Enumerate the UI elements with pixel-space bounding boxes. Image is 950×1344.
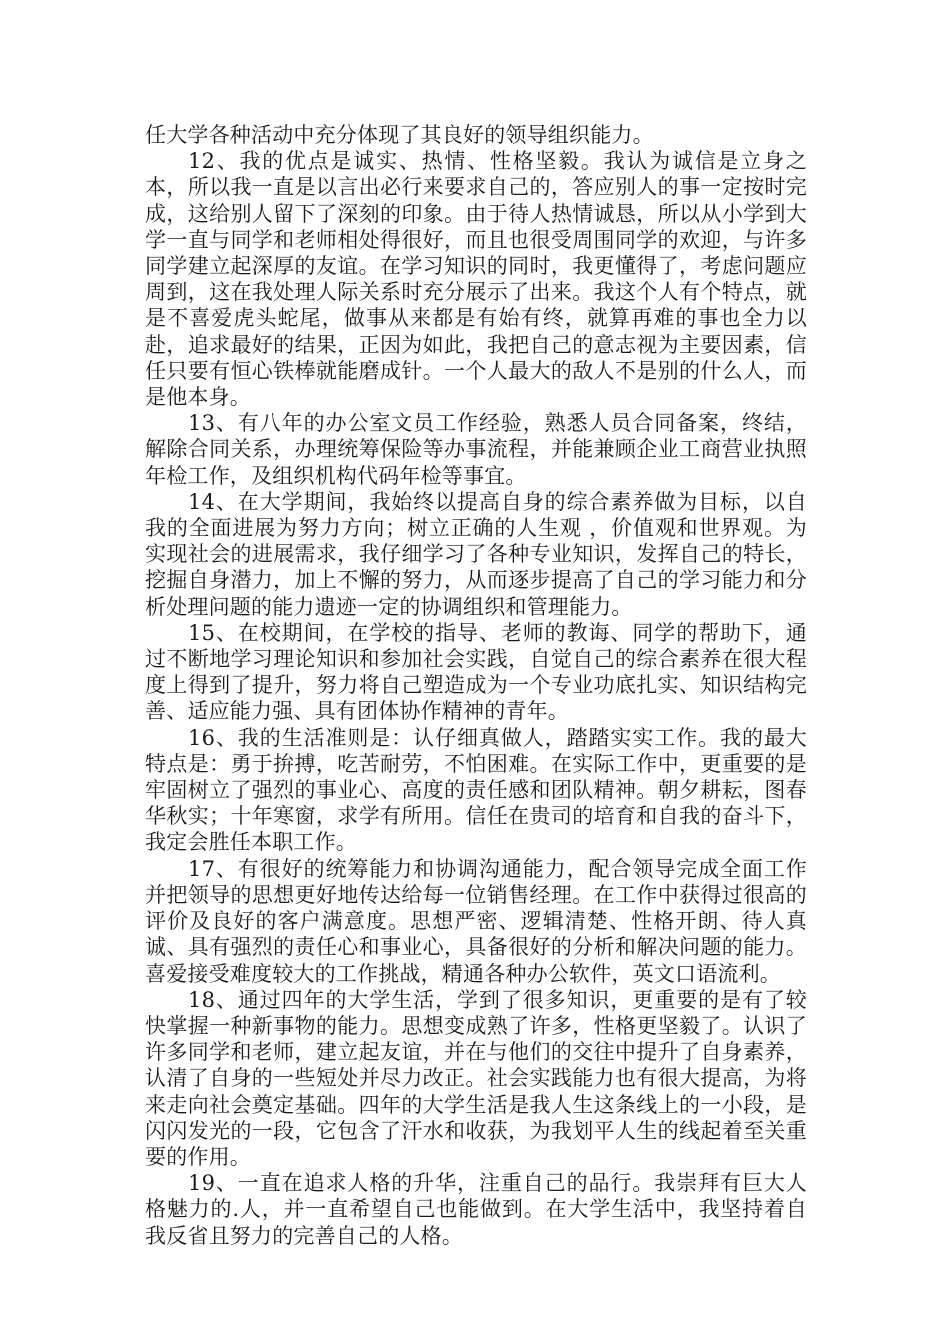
- paragraph-item-12: 12、我的优点是诚实、热情、性格坚毅。我认为诚信是立身之本，所以我一直是以言出必行来要求自己的，答应别人的事一定按时完成，这给别人留下了深刻的印象。由于待人热情诚恳，所以从小学到大学一直与同学和老师相处得很好，而且也很受周围同学的欢迎，与许多同学建立起深厚的友谊。在学习知识的同时，我更懂得了，考虑问题应周到，这在我处理人际关系时充分展示了出来。我这个人有个特点，就是不喜爱虎头蛇尾，做事从来都是有始有终，就算再难的事也全力以赴，追求最好的结果，正因为如此，我把自己的意志视为主要因素，信任只要有恒心铁棒就能磨成针。一个人最大的敌人不是别的什么人，而是他本身。: [145, 149, 807, 410]
- paragraph-item-13: 13、有八年的办公室文员工作经验，熟悉人员合同备案，终结，解除合同关系，办理统筹保险等办事流程，并能兼顾企业工商营业执照年检工作，及组织机构代码年检等事宜。: [145, 411, 807, 488]
- paragraph-item-17: 17、有很好的统筹能力和协调沟通能力，配合领导完成全面工作并把领导的思想更好地传达给每一位销售经理。在工作中获得过很高的评价及良好的客户满意度。思想严密、逻辑清楚、性格开朗、待人真诚、具有强烈的责任心和事业心，具备很好的分析和解决问题的能力。喜爱接受难度较大的工作挑战，精通各种办公软件，英文口语流利。: [145, 856, 807, 986]
- paragraph-item-18: 18、通过四年的大学生活，学到了很多知识，更重要的是有了较快掌握一种新事物的能力。思想变成熟了许多，性格更坚毅了。认识了许多同学和老师，建立起友谊，并在与他们的交往中提升了自身素养，认清了自身的一些短处并尽力改正。社会实践能力也有很大提高，为将来走向社会奠定基础。四年的大学生活是我人生这条线上的一小段，是闪闪发光的一段，它包含了汗水和收获，为我划平人生的线起着至关重要的作用。: [145, 987, 807, 1169]
- document-body: [145, 122, 807, 1249]
- paragraph-item-15: 15、在校期间，在学校的指导、老师的教诲、同学的帮助下，通过不断地学习理论知识和参加社会实践，自觉自己的综合素养在很大程度上得到了提升，努力将自己塑造成为一个专业功底扎实、知识结构完善、适应能力强、具有团体协作精神的青年。: [145, 620, 807, 724]
- paragraph-continuation: 任大学各种活动中充分体现了其良好的领导组织能力。: [145, 123, 654, 147]
- paragraph-item-19: 19、一直在追求人格的升华，注重自己的品行。我崇拜有巨大人格魅力的.人，并一直希望自己也能做到。在大学生活中，我坚持着自我反省且努力的完善自己的人格。: [145, 1171, 807, 1248]
- paragraph-item-14: 14、在大学期间，我始终以提高自身的综合素养做为目标，以自我的全面进展为努力方向；树立正确的人生观 ，价值观和世界观。为实现社会的进展需求，我仔细学习了各种专业知识，发挥自己的特长，挖掘自身潜力，加上不懈的努力，从而逐步提高了自己的学习能力和分析处理问题的能力遗迹一定的协调组织和管理能力。: [145, 489, 807, 619]
- paragraph-item-16: 16、我的生活准则是：认仔细真做人，踏踏实实工作。我的最大特点是：勇于拚搏，吃苦耐劳，不怕困难。在实际工作中，更重要的是牢固树立了强烈的事业心、高度的责任感和团队精神。朝夕耕耘，图春华秋实；十年寒窗，求学有所用。信任在贵司的培育和自我的奋斗下，我定会胜任本职工作。: [145, 725, 807, 855]
